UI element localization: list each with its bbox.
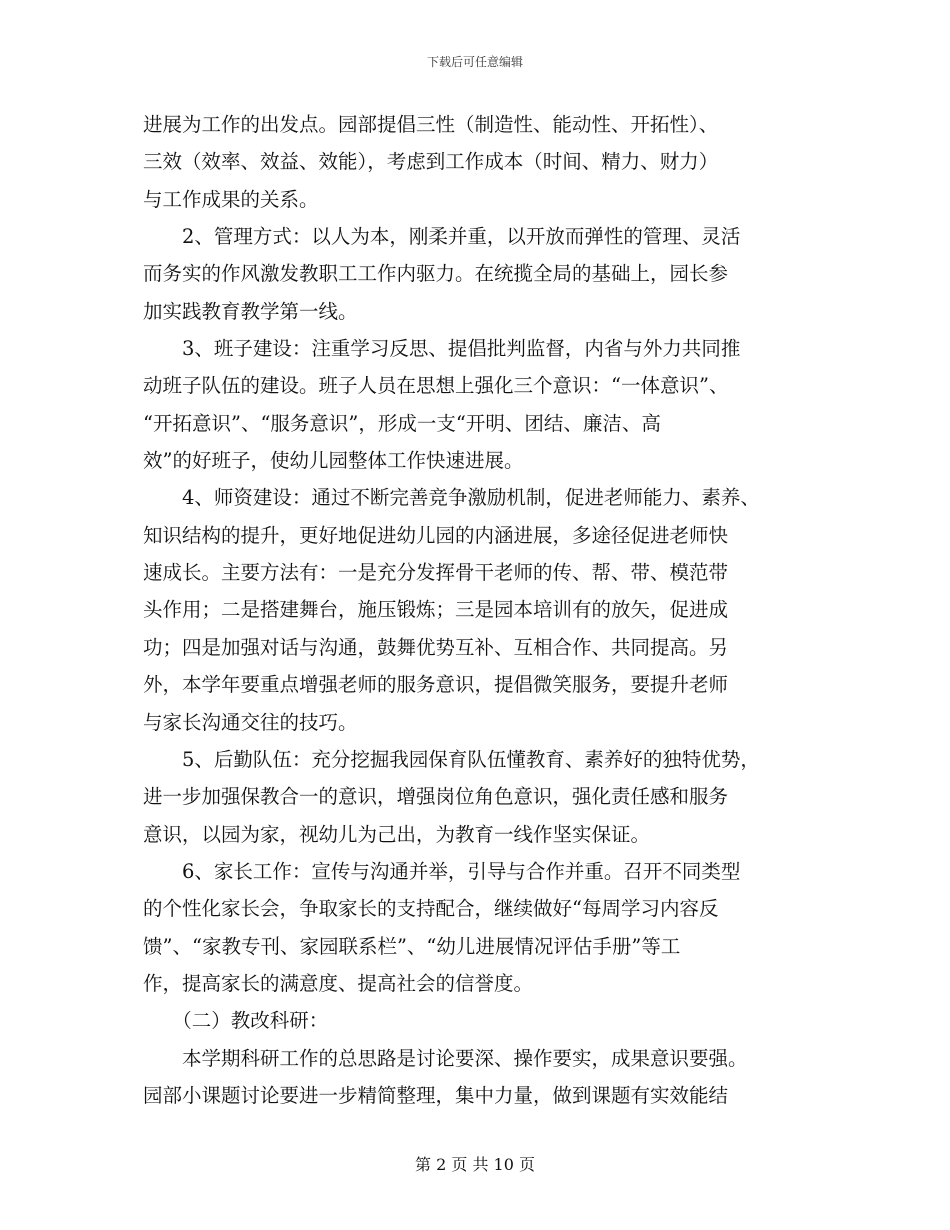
text-line: 作，提高家长的满意度、提高社会的信誉度。 [143, 971, 534, 995]
text-line: 园部小课题讨论要进一步精简整理，集中力量，做到课题有实效能结 [143, 1083, 729, 1107]
text-line: 头作用；二是搭建舞台，施压锻炼；三是园本培训有的放矢，促进成 [143, 598, 729, 622]
text-line: 的个性化家长会，争取家长的支持配合，继续做好“每周学习内容反 [143, 897, 719, 921]
document-body [143, 106, 823, 1114]
text-line: 进展为工作的出发点。园部提倡三性（制造性、能动性、开拓性）、 [143, 113, 719, 136]
text-line: 而务实的作风激发教职工工作内驱力。在统揽全局的基础上，园长参 [143, 262, 729, 286]
text-line: 2、管理方式：以人为本，刚柔并重，以开放而弹性的管理、灵活 [143, 225, 741, 249]
text-line: 外，本学年要重点增强老师的服务意识，提倡微笑服务，要提升老师 [143, 673, 729, 697]
page-number-footer: 第 2 页 共 10 页 [415, 1155, 535, 1174]
text-line: 3、班子建设：注重学习反思、提倡批判监督，内省与外力共同推 [143, 337, 741, 361]
text-line: 本学期科研工作的总思路是讨论要深、操作要实，成果意识要强。 [143, 1046, 748, 1070]
text-line: 6、家长工作：宣传与沟通并举，引导与合作并重。召开不同类型 [143, 859, 741, 883]
text-line: 馈”、“家教专刊、家园联系栏”、“幼儿进展情况评估手册”等工 [143, 934, 681, 958]
text-line: 动班子队伍的建设。班子人员在思想上强化三个意识：“一体意识”、 [143, 374, 729, 398]
text-line: 5、后勤队伍：充分挖掘我园保育队伍懂教育、素养好的独特优势， [143, 747, 760, 771]
text-line: 与工作成果的关系。 [143, 187, 319, 211]
text-line: 知识结构的提升，更好地促进幼儿园的内涵进展，多途径促进老师快 [143, 523, 729, 547]
text-line: 4、师资建设：通过不断完善竞争激励机制，促进老师能力、素养、 [143, 486, 760, 510]
page-header: 下载后可任意编辑 [426, 55, 523, 69]
section-heading: （二）教改科研： [143, 1009, 329, 1033]
text-line: 速成长。主要方法有：一是充分发挥骨干老师的传、帮、带、模范带 [143, 561, 729, 585]
text-line: 效”的好班子，使幼儿园整体工作快速进展。 [143, 449, 524, 473]
text-line: “开拓意识”、“服务意识”，形成一支“开明、团结、廉洁、高 [143, 411, 661, 435]
text-line: 意识，以园为家，视幼儿为己出，为教育一线作坚实保证。 [143, 822, 651, 846]
text-line: 功；四是加强对话与沟通，鼓舞优势互补、互相合作、共同提高。另 [143, 635, 729, 659]
text-line: 进一步加强保教合一的意识，增强岗位角色意识，强化责任感和服务 [143, 785, 729, 809]
text-line: 三效（效率、效益、效能），考虑到工作成本（时间、精力、财力） [143, 150, 719, 174]
text-line: 与家长沟通交往的技巧。 [143, 710, 358, 734]
text-line: 加实践教育教学第一线。 [143, 299, 358, 323]
